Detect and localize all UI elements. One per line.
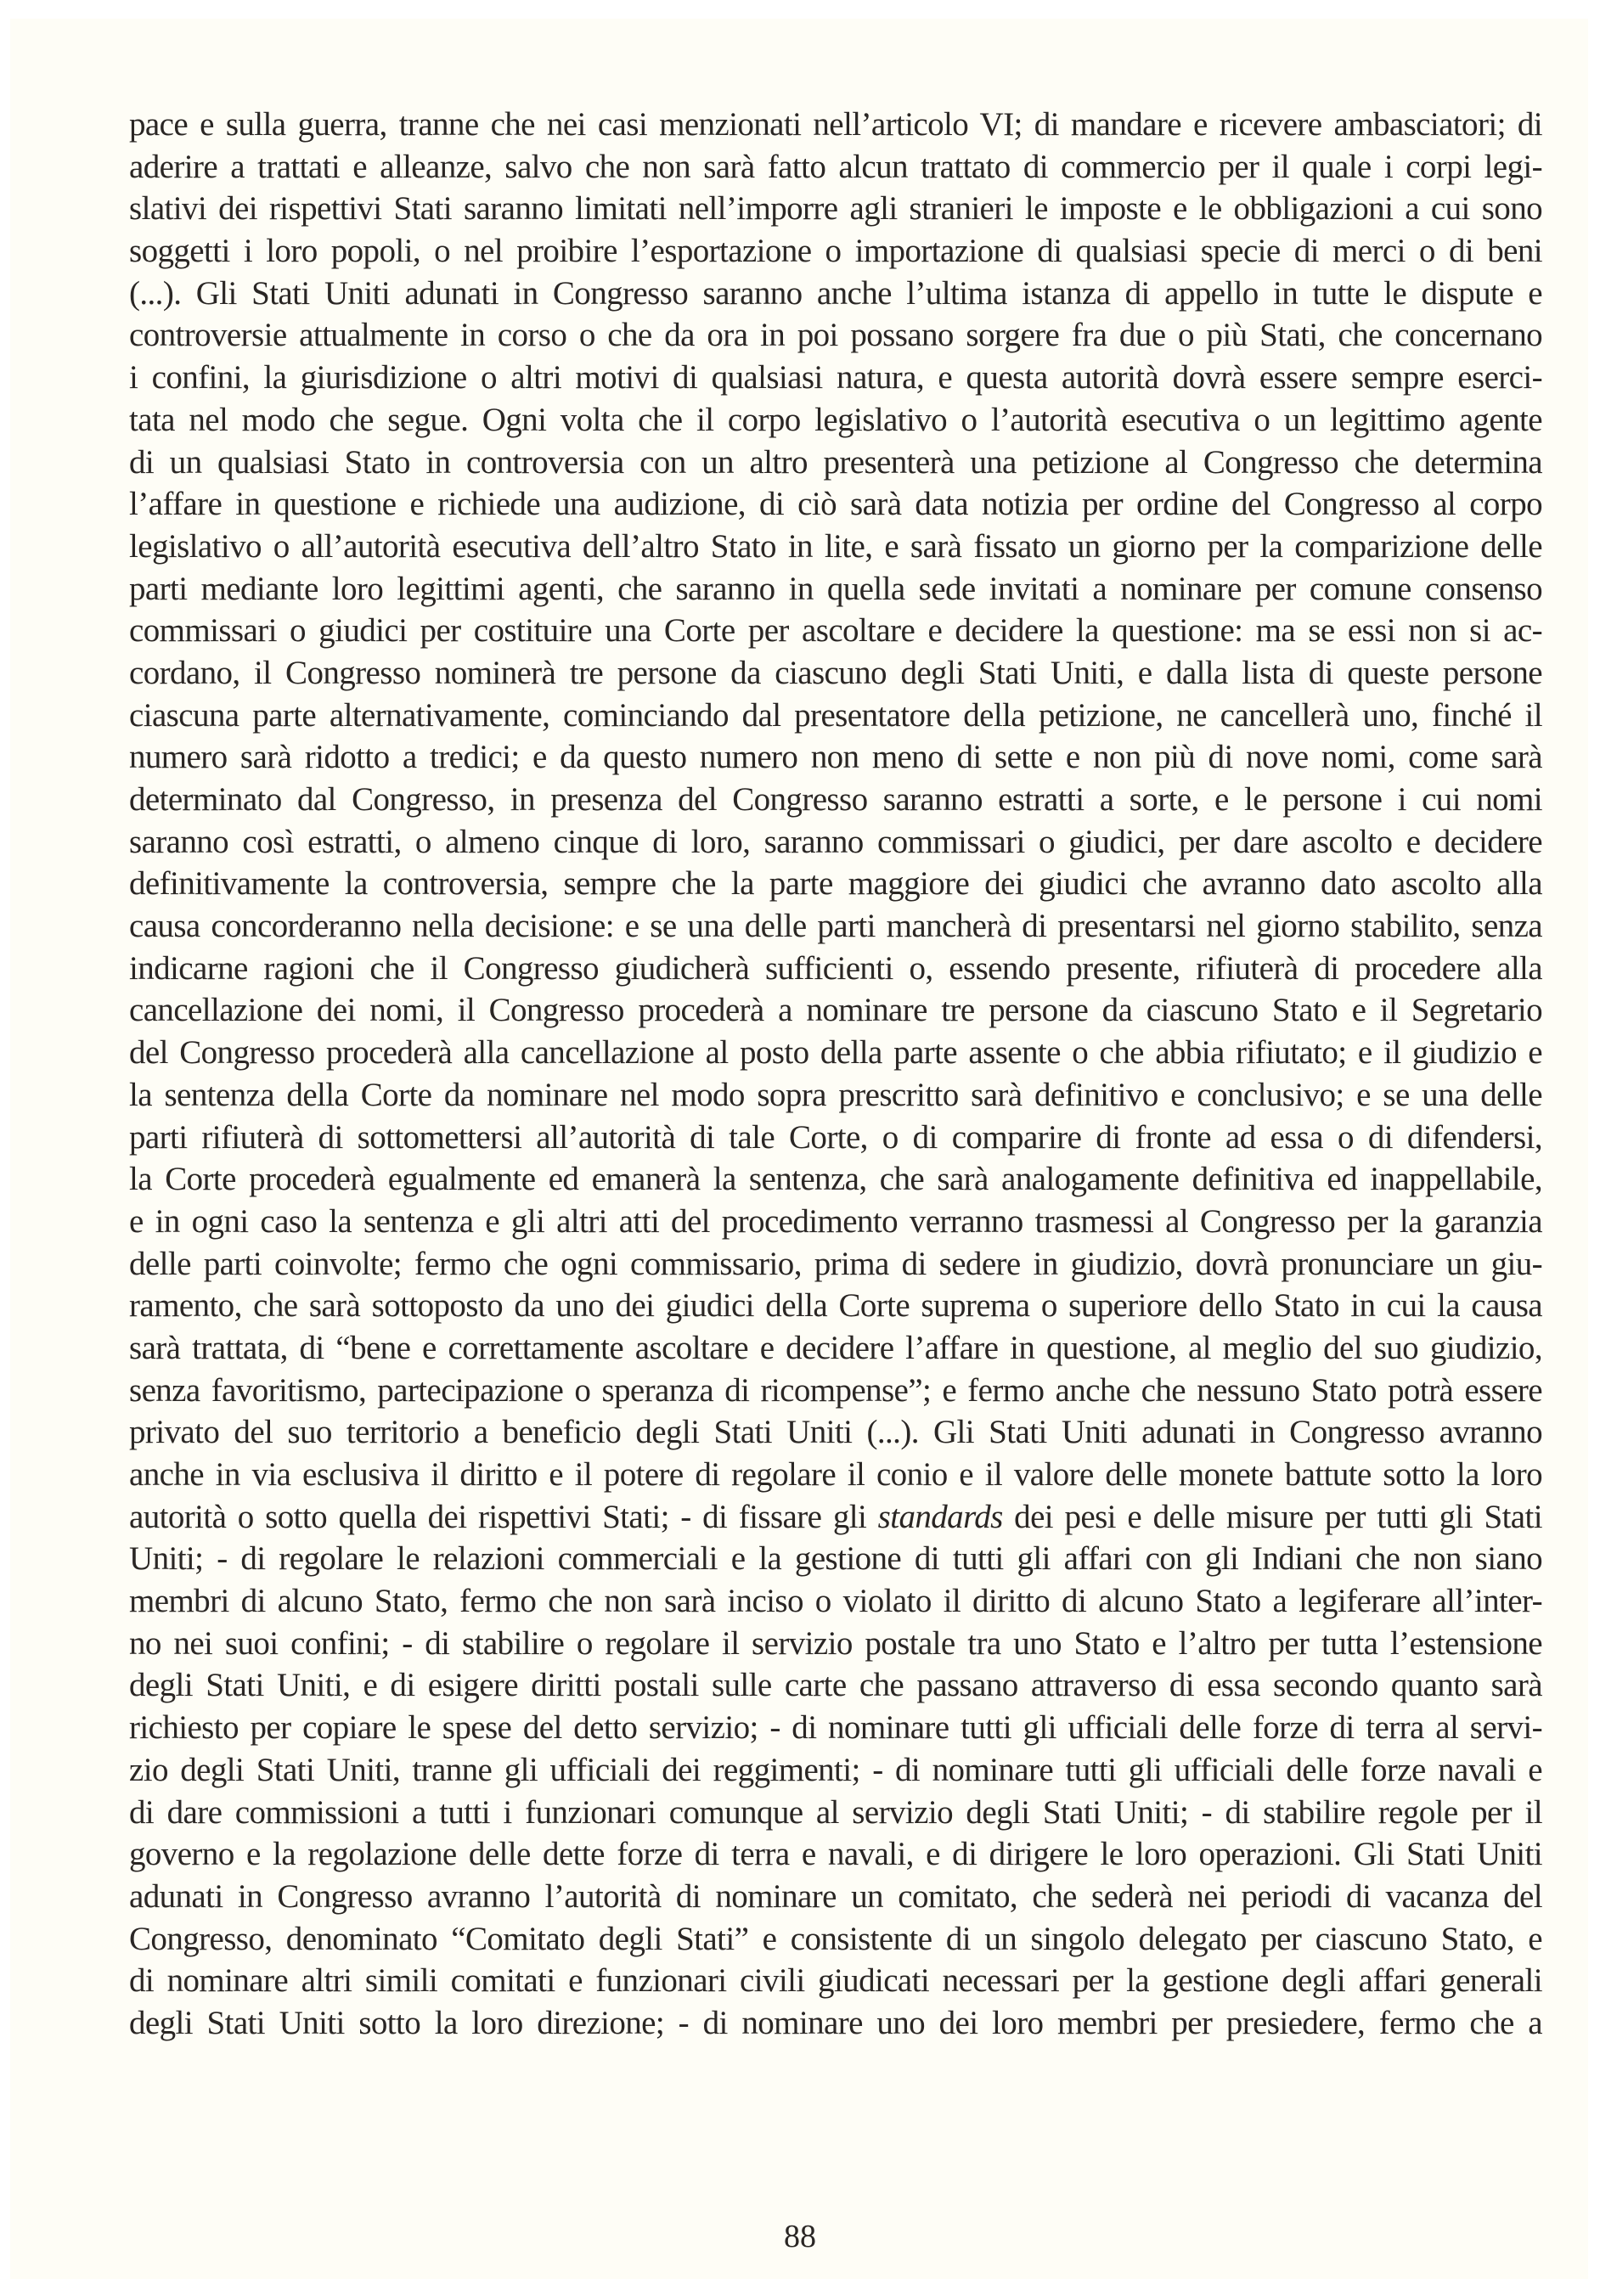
text-line: richiesto per copiare le spese del detto servizio; - di nominare tutti gli ufficiali delle forze di terra al servi- [129, 1709, 1542, 1747]
text-line: di nominare altri simili comitati e funzionari civili giudicati necessari per la gestione degli affari generali [129, 1962, 1542, 2000]
page [10, 19, 1588, 2279]
text-line: di un qualsiasi Stato in controversia con un altro presenterà una petizione al Congresso che determina [129, 443, 1542, 481]
text-line: controversie attualmente in corso o che da ora in poi possano sorgere fra due o più Stati, che concernano [129, 317, 1542, 354]
text-line: definitivamente la controversia, sempre che la parte maggiore dei giudici che avranno dato ascolto alla [129, 865, 1542, 903]
text-line: legislativo o all’autorità esecutiva dell’altro Stato in lite, e sarà fissato un giorno per la comparizione delle [129, 527, 1542, 565]
text-line: Uniti; - di regolare le relazioni commerciali e la gestione di tutti gli affari con gli Indiani che non siano [129, 1540, 1542, 1578]
text-line: commissari o giudici per costituire una Corte per ascoltare e decidere la questione: ma se essi non si ac- [129, 612, 1542, 650]
text-line: no nei suoi confini; - di stabilire o regolare il servizio postale tra uno Stato e l’altro per tutta l’estensione [129, 1624, 1542, 1662]
text-line: privato del suo territorio a beneficio degli Stati Uniti (...). Gli Stati Uniti adunati in Congresso avranno [129, 1414, 1542, 1451]
text-line: (...). Gli Stati Uniti adunati in Congresso saranno anche l’ultima istanza di appello in tutte le dispute e [129, 274, 1542, 312]
text-line: aderire a trattati e alleanze, salvo che non sarà fatto alcun trattato di commercio per il quale i corpi legi- [129, 148, 1542, 185]
text-line: anche in via esclusiva il diritto e il potere di regolare il conio e il valore delle monete battute sotto la loro [129, 1456, 1542, 1493]
text-line: autorità o sotto quella dei rispettivi Stati; - di fissare gli standards dei pesi e delle misure per tutti gli Stati [129, 1498, 1542, 1535]
text-line: senza favoritismo, partecipazione o speranza di ricompense”; e fermo anche che nessuno Stato potrà essere [129, 1371, 1542, 1409]
text-line: Congresso, denominato “Comitato degli Stati” e consistente di un singolo delegato per ciascuno Stato, e [129, 1920, 1542, 1957]
italic-term: standards [877, 1498, 1003, 1535]
text-line: delle parti coinvolte; fermo che ogni commissario, prima di sedere in giudizio, dovrà pronunciare un giu- [129, 1245, 1542, 1282]
text-line: del Congresso procederà alla cancellazione al posto della parte assente o che abbia rifiutato; e il giudizio e [129, 1034, 1542, 1072]
text-line: i confini, la giurisdizione o altri motivi di qualsiasi natura, e questa autorità dovrà essere sempre eserci- [129, 359, 1542, 397]
text-line: causa concorderanno nella decisione: e se una delle parti mancherà di presentarsi nel giorno stabilito, senza [129, 908, 1542, 945]
text-line: di dare commissioni a tutti i funzionari comunque al servizio degli Stati Uniti; - di stabilire regole per il [129, 1793, 1542, 1831]
text-line: la sentenza della Corte da nominare nel modo sopra prescritto sarà definitivo e conclusivo; e se una delle [129, 1076, 1542, 1113]
text-line: parti mediante loro legittimi agenti, che saranno in quella sede invitati a nominare per comune consenso [129, 570, 1542, 607]
text-line: pace e sulla guerra, tranne che nei casi menzionati nell’articolo VI; di mandare e ricevere ambasciatori; di [129, 106, 1542, 143]
text-line: tata nel modo che segue. Ogni volta che il corpo legislativo o l’autorità esecutiva o un legittimo agente [129, 401, 1542, 438]
text-line: cordano, il Congresso nominerà tre persone da ciascuno degli Stati Uniti, e dalla lista di queste persone [129, 654, 1542, 691]
text-line: soggetti i loro popoli, o nel proibire l’esportazione o importazione di qualsiasi specie di merci o di beni [129, 233, 1542, 270]
text-line: cancellazione dei nomi, il Congresso procederà a nominare tre persone da ciascuno Stato e il Segretario [129, 992, 1542, 1029]
text-line: ciascuna parte alternativamente, cominciando dal presentatore della petizione, ne cancellerà uno, finché il [129, 696, 1542, 734]
text-line: membri di alcuno Stato, fermo che non sarà inciso o violato il diritto di alcuno Stato a legiferare all’inter- [129, 1583, 1542, 1620]
text-line: indicarne ragioni che il Congresso giudicherà sufficienti o, essendo presente, rifiuterà di procedere alla [129, 949, 1542, 987]
text-line: l’affare in questione e richiede una audizione, di ciò sarà data notizia per ordine del Congresso al corpo [129, 486, 1542, 523]
text-line: e in ogni caso la sentenza e gli altri atti del procedimento verranno trasmessi al Congresso per la garanzia [129, 1202, 1542, 1240]
text-line: adunati in Congresso avranno l’autorità di nominare un comitato, che sederà nei periodi di vacanza del [129, 1877, 1542, 1915]
text-line: la Corte procederà egualmente ed emanerà la sentenza, che sarà analogamente definitiva ed inappellabile, [129, 1161, 1542, 1198]
text-line: slativi dei rispettivi Stati saranno limitati nell’imporre agli stranieri le imposte e le obbligazioni a cui sono [129, 190, 1542, 228]
text-line: determinato dal Congresso, in presenza del Congresso saranno estratti a sorte, e le persone i cui nomi [129, 781, 1542, 818]
text-line: governo e la regolazione delle dette forze di terra e navali, e di dirigere le loro operazioni. Gli Stati Uniti [129, 1836, 1542, 1873]
text-line: saranno così estratti, o almeno cinque di loro, saranno commissari o giudici, per dare ascolto e decidere [129, 823, 1542, 860]
text-line: ramento, che sarà sottoposto da uno dei giudici della Corte suprema o superiore dello Stato in cui la causa [129, 1287, 1542, 1325]
page-number: 88 [784, 2219, 816, 2254]
text-line: degli Stati Uniti, e di esigere diritti postali sulle carte che passano attraverso di essa secondo quanto sarà [129, 1667, 1542, 1704]
text-line: sarà trattata, di “bene e correttamente ascoltare e decidere l’affare in questione, al meglio del suo giudizio, [129, 1329, 1542, 1366]
text-line: parti rifiuterà di sottomettersi all’autorità di tale Corte, o di comparire di fronte ad essa o di difendersi, [129, 1118, 1542, 1156]
text-line: numero sarà ridotto a tredici; e da questo numero non meno di sette e non più di nove nomi, come sarà [129, 739, 1542, 776]
body-text [129, 104, 1542, 2045]
text-line: degli Stati Uniti sotto la loro direzione; - di nominare uno dei loro membri per presiedere, fermo che a [129, 2004, 1542, 2041]
text-line: zio degli Stati Uniti, tranne gli ufficiali dei reggimenti; - di nominare tutti gli ufficiali delle forze navali e [129, 1751, 1542, 1788]
